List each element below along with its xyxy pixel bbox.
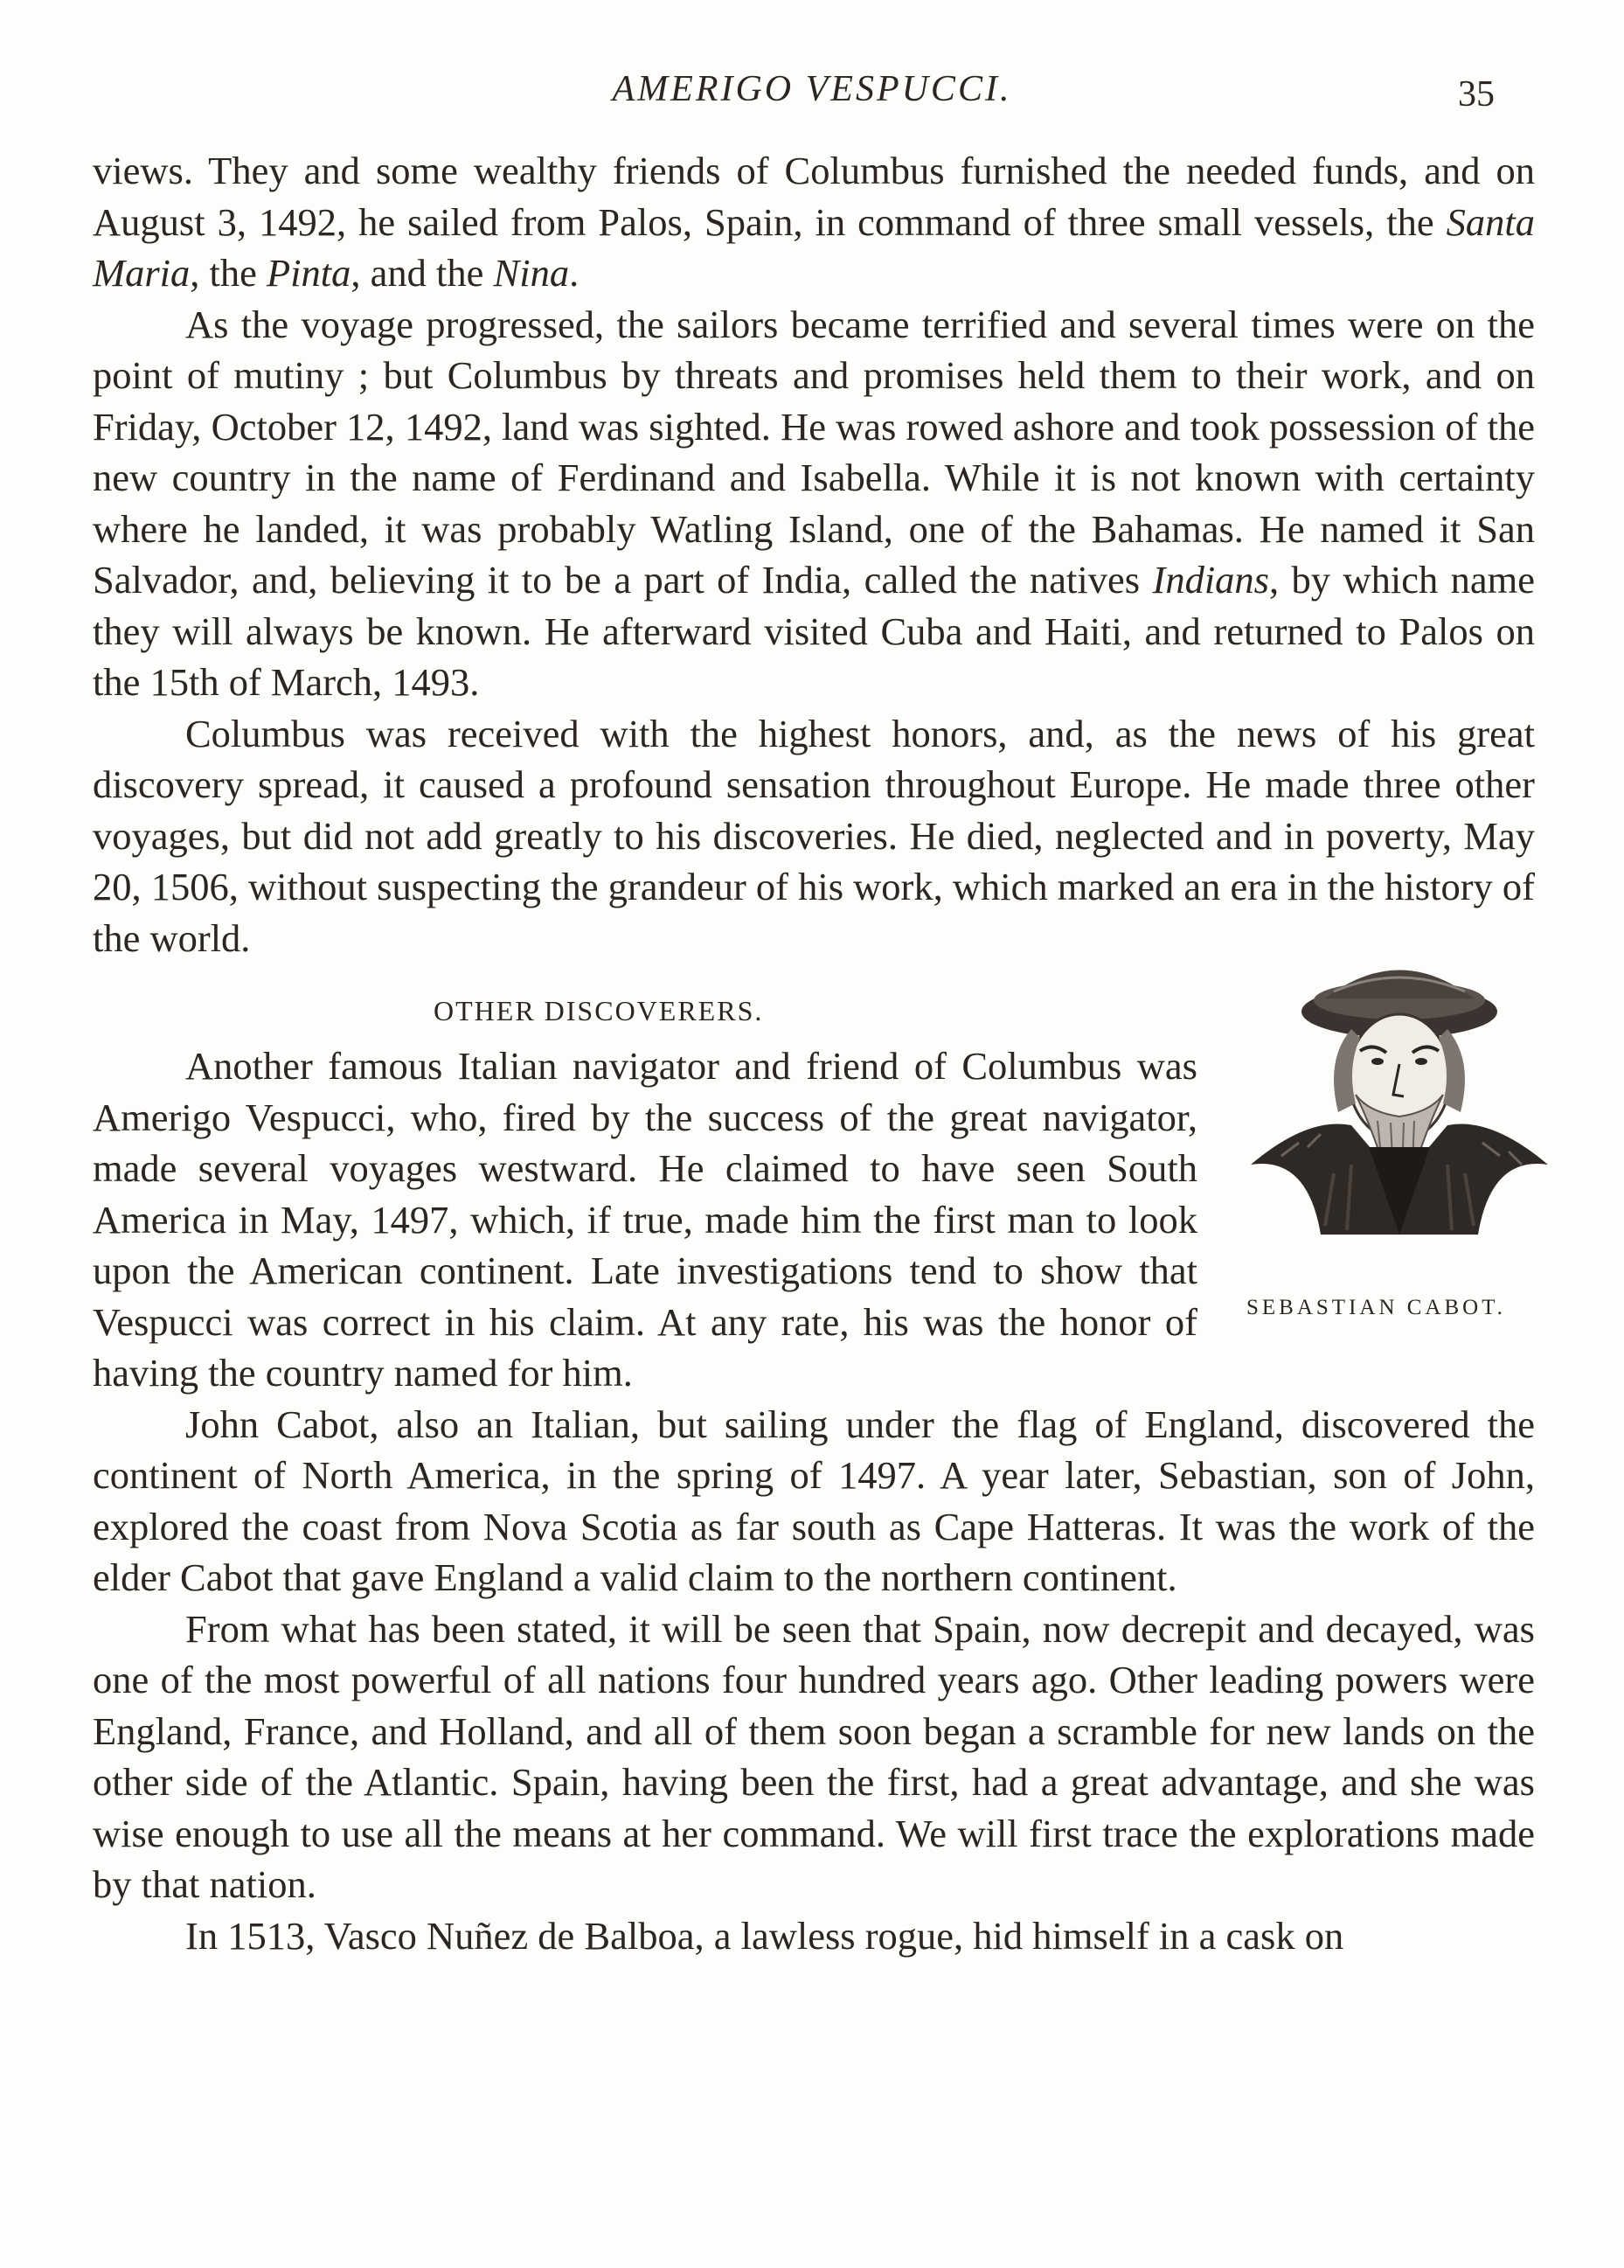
paragraph-3: Columbus was received with the highest honors, and, as the news of his great discovery spread, it caused a profound sensation throughout Europe. He made three other voyages, but did not add greatly to his discoveries. He died, neglected and in poverty, May 20, 1506, without suspecting the grandeur of his work, which marked an era in the history of the world. <box>93 711 1535 960</box>
ship-name-nina: Nina <box>493 251 570 295</box>
ship-name-pinta: Pinta <box>267 251 351 295</box>
paragraph-6: From what has been stated, it will be seen that Spain, now decrepit and decayed, was one of the most powerful of all nations four hundred years ago. Other leading powers were England, France, and Holland, and all of them soon began a scramble for new lands on the other side of the Atlantic. Spain, having been the first, had a great advantage, and she was wise enough to use all the means at her command. We will first trace the explorations made by that nation. <box>93 1606 1535 1906</box>
italic-indians: Indians <box>1152 558 1269 602</box>
running-head: AMERIGO VESPUCCI. <box>612 69 1012 109</box>
body-text <box>93 145 1535 1961</box>
sebastian-cabot-portrait <box>1229 946 1570 1278</box>
paragraph-2: As the voyage progressed, the sailors became terrified and several times were on the point of mutiny ; but Columbus by threats and promises held them to their work, and on Friday, October 12, 1492, land was sighted. He was rowed ashore and took possession of the new country in the name of Ferdinand and Isabella. While it is not known with certainty where he landed, it was probably Watling Island, one of the Bahamas. He named it San Salvador, and, believing it to be a part of India, called the natives Indians, by which name they will always be known. He afterward visited Cuba and Haiti, and returned to Palos on the 15th of March, 1493. <box>93 302 1535 704</box>
figure-caption: SEBASTIAN CABOT. <box>1246 1296 1506 1319</box>
paragraph-7: In 1513, Vasco Nuñez de Balboa, a lawless rogue, hid himself in a cask on <box>185 1913 1344 1958</box>
paragraph-5: John Cabot, also an Italian, but sailing under the flag of England, discovered the continent of North America, in the spring of 1497. A year later, Sebastian, son of John, explored the coast from Nova Scotia as far south as Cape Hatteras. It was the work of the elder Cabot that gave England a valid claim to the northern continent. <box>93 1402 1535 1599</box>
paragraph-1: views. They and some wealthy friends of Columbus furnished the needed funds, and on August 3, 1492, he sailed from Palos, Spain, in command of three small vessels, the Santa Maria, the Pinta, and the Nina. <box>93 149 1535 295</box>
paragraph-4: Another famous Italian navigator and friend of Columbus was Amerigo Vespucci, who, fired by the success of the great navigator, made several voyages westward. He claimed to have seen South America in May, 1497, which, if true, made him the first man to look upon the American continent. Late investigations tend to show that Vespucci was correct in his claim. At any rate, his was the honor of having the country named for him. <box>93 1044 1197 1395</box>
page-number: 35 <box>1458 74 1495 115</box>
ship-name-santa-maria: Santa Maria <box>93 199 1535 295</box>
portrait-figure <box>1229 946 1570 1339</box>
section-heading: OTHER DISCOVERERS. <box>434 995 764 1026</box>
